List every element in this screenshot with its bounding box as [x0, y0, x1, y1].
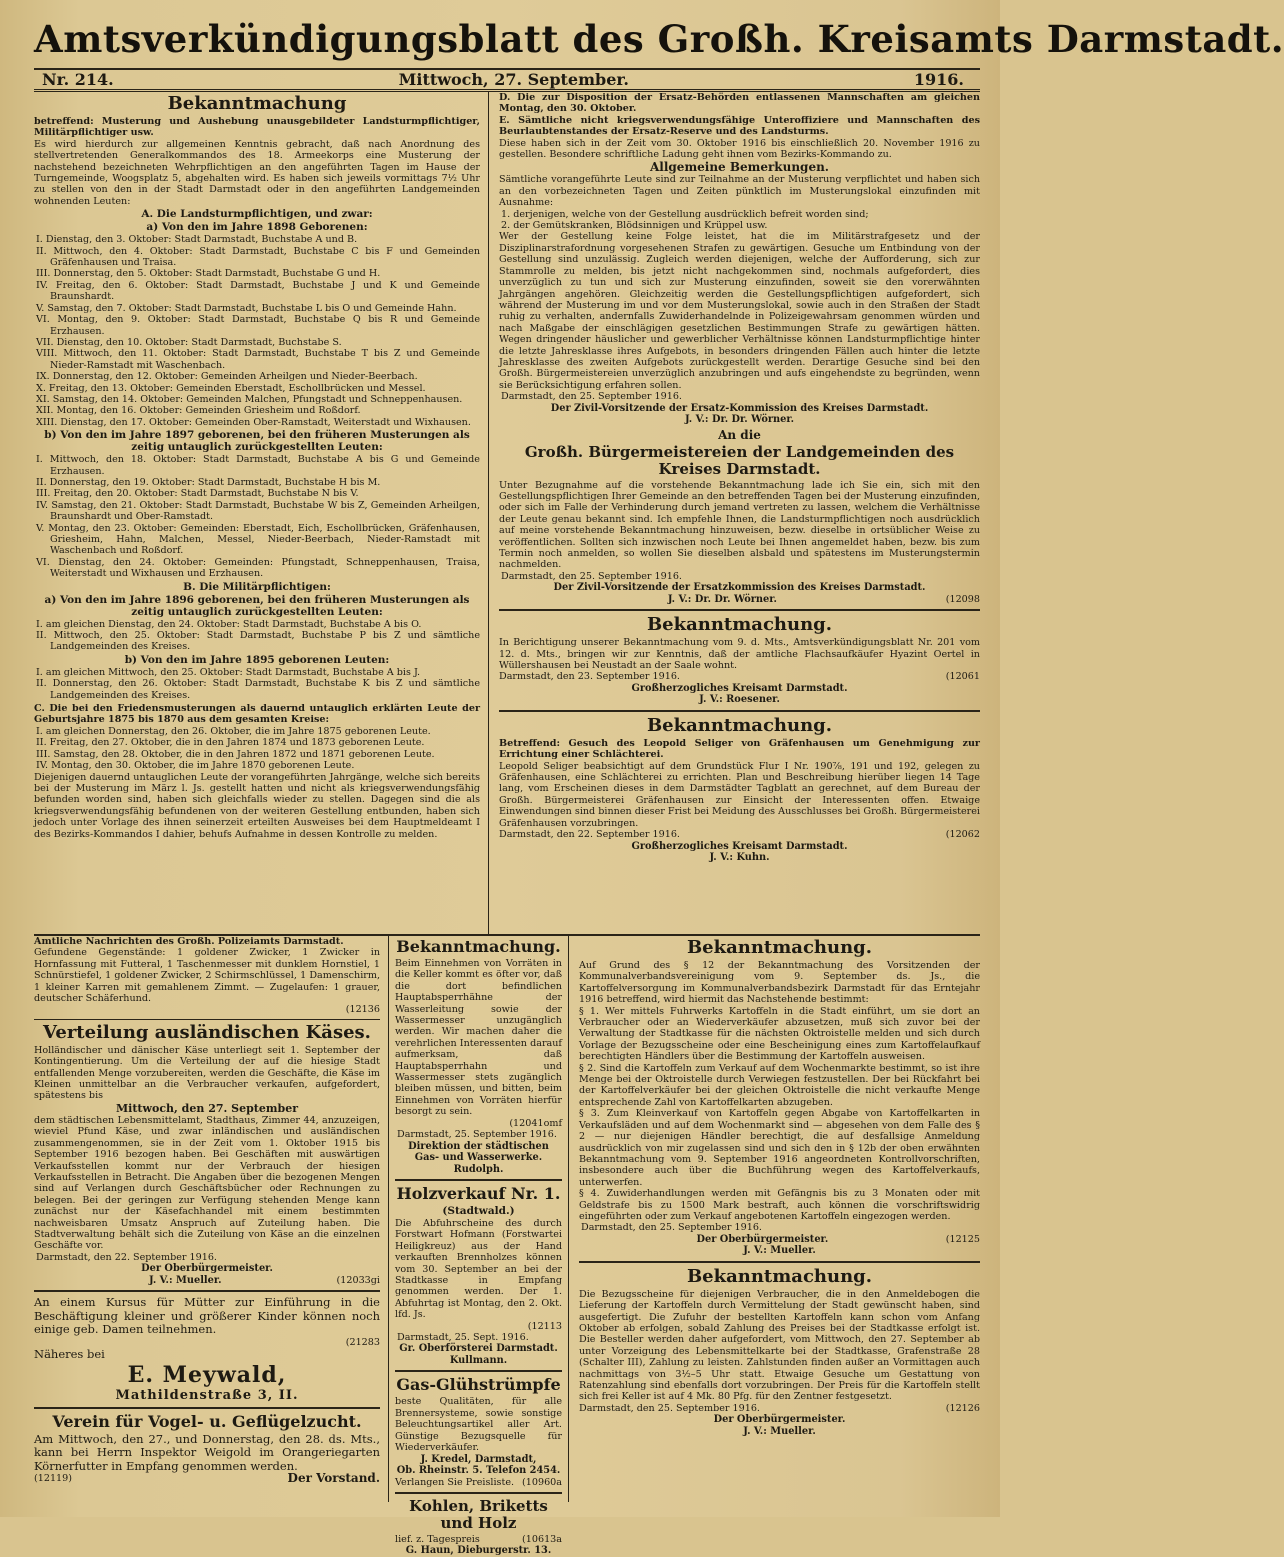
course-address: Mathildenstraße 3, II. — [115, 1387, 299, 1403]
issue-date: Mittwoch, 27. September. — [398, 70, 629, 89]
water-text: Beim Einnehmen von Vorräten in die Keller kommt es öfter vor, daß die dort befindlichen Hauptabsperrhähne der Wasserleitung sowie der Wassermesser unzugänglich werden. Wir machen daher die verehrlichen Interessenten darauf aufmerksam, daß Hauptabsperrhahn und Wassermesser stets zugänglich bleiben müssen, und bitten, beim Einnehmen von Vorräten hierfür besorgt zu sein. — [395, 958, 562, 1118]
coal-text: lief. z. Tagespreis — [395, 1533, 480, 1545]
b2-text: Unter Bezugnahme auf die vorstehende Bekanntmachung lade ich Sie ein, sich mit den Gestellungspflichtigen Ihrer Gemeinde an den betreffenden Tagen bei der Musterung einzufinden, oder sich im Falle der Verhinderung durch jemand vertreten zu lassen, welchem die Verhältnisse der Leute genau bekannt sind. Ich empfehle Ihnen, die Landsturmpflichtigen noch ausdrücklich auf meine vorstehende Bekanntmachung hinzuweisen, bezw. dieselbe in ortsüblicher Weise zu veröffentlichen. Sollten sich inzwischen noch Leute bei Ihnen angemeldet haben, bezw. bis zum Termin noch anmelden, so wollen Sie dieselben alsbald und spätestens im Musterungstermin nachmelden. — [499, 479, 980, 571]
wood-sub: (Stadtwald.) — [442, 1205, 515, 1217]
gas-footer — [395, 1477, 562, 1488]
cheese-text2: dem städtischen Lebensmittelamt, Stadthaus, Zimmer 44, anzuzeigen, wieviel Pfund Käse, und zwar inländischen und ausländischen zusammengenommen, sie in der Zeit vom 1. Oktober 1915 bis September 1916 bezogen haben. Bei Geschäften mit auswärtigen Verkaufsstellen kommt nur der Verbrauch der hiesigen Verkaufsstellen in Betracht. Die Angaben über die bezogenen Mengen sind auf Verlangen durch Geschäftsbücher oder Rechnungen zu belegen. Bei der geringen zur Verfügung stehenden Menge kann zunächst nur der Käsefachhandel mit einem bestimmten nachweisbaren Umsatz Anspruch auf Zuteilung haben. Die Stadtverwaltung behält sich die Zuteilung von Käse an die einzelnen Geschäfte vor. — [34, 1114, 380, 1252]
water-title: Bekanntmachung. — [396, 937, 561, 956]
muster-date-item: I. am gleichen Mittwoch, den 25. Oktober: Stadt Darmstadt, Buchstabe A bis J. — [36, 666, 421, 678]
b3-footer — [499, 671, 980, 682]
course-name: E. Meywald, — [127, 1361, 287, 1388]
muster-date-item: V. Samstag, den 7. Oktober: Stadt Darmstadt, Buchstabe L bis O und Gemeinde Hahn. — [36, 302, 457, 314]
potato2-signer2: J. V.: Mueller. — [743, 1425, 816, 1437]
muster-date-item: III. Donnerstag, den 5. Oktober: Stadt Darmstadt, Buchstabe G und H. — [36, 268, 381, 280]
section-d: D. Die zur Disposition der Ersatz-Behörden entlassenen Mannschaften am gleichen Montag, den 30. Oktober. — [499, 92, 980, 115]
section-e: E. Sämtliche nicht kriegsverwendungsfähige Unteroffiziere und Mannschaften des Beurlaubtenstandes der Ersatz-Reserve und des Landsturms. — [499, 114, 980, 138]
potato2-text: Die Bezugsscheine für diejenigen Verbraucher, die in den Anmeldebogen die Lieferung der Kartoffeln durch Vermittelung der Stadt gewünscht haben, sind ausgefertigt. Die Zufuhr der bestellten Kartoffeln kann schon vom Anfang Oktober ab erfolgen, sobald Zahlung des Preises bei der Stadtkasse erfolgt ist. Die Besteller werden daher aufgefordert, vom Mittwoch, den 27. September ab unter Vorzeigung des Lebensmittelkarte bei der Stadtkasse, Grafenstraße 28 (Schalter III), Zahlung zu leisten. Zahlstunden finden außer an Vormittagen auch nachmittags von 3½–5 Uhr statt. Etwaige Gesuche um Gestattung von Ratenzahlung sind ebenfalls dort vorzubringen. Der Preis für die Kartoffeln stellt sich frei Keller ist auf 4 Mk. 80 Pfg. für den Zentner festgesetzt. — [579, 1288, 980, 1403]
notice-title: Bekanntmachung — [167, 93, 347, 114]
coal-line — [395, 1534, 562, 1545]
notice-closing: Diejenigen dauernd untauglichen Leute der vorangeführten Jahrgänge, welche sich bereits bei der Musterung im März l. Js. gestellt hatten und nicht als kriegsverwendungsfähig befunden worden sind, haben sich gleichfalls wieder zu stellen. Dagegen sind die als kriegsverwendungsfähig befundenen von der weiteren Gestellung entbunden, haben sich jedoch unter Vorlage des ihnen seinerzeit erteilten Ausweises bei dem Hauptmeldeamt I des Bezirks-Kommandos I dahier, behufs Aufnahme in dessen Kontrolle zu melden. — [34, 771, 480, 840]
b4-date: Darmstadt, den 22. September 1916. — [499, 829, 680, 841]
issue-number: Nr. 214. — [42, 70, 114, 89]
section-e-text: Diese haben sich in der Zeit vom 30. Oktober 1916 bis einschließlich 20. November 1916 zu gestellen. Besondere schriftliche Ladung geht ihnen vom Bezirks-Kommando zu. — [499, 137, 980, 161]
wood-date: Darmstadt, 25. Sept. 1916. — [397, 1332, 529, 1344]
cheese-signer: Der Oberbürgermeister. — [141, 1263, 273, 1275]
b1-signer: Der Zivil-Vorsitzende der Ersatz-Kommission des Kreises Darmstadt. — [550, 402, 929, 414]
b4-ref: (12062 — [945, 829, 980, 841]
lower-left-column — [34, 936, 389, 1502]
bird-club-signer: Der Vorstand. — [287, 1471, 380, 1486]
wood-text: Die Abfuhrscheine des durch Forstwart Hofmann (Forstwartei Heiligkreuz) aus der Hand verkauften Brennholzes können vom 30. September an bei der Stadtkasse in Empfang genommen werden. Der 1. Abfuhrtag ist Montag, den 2. Okt. lfd. Js. — [395, 1218, 562, 1321]
wood-ref: (12113 — [527, 1320, 562, 1332]
section-a-b-list — [34, 454, 480, 579]
gas-more: Verlangen Sie Preisliste. — [395, 1476, 515, 1488]
section-c-list — [34, 726, 480, 772]
coal-title: Kohlen, Briketts und Holz — [409, 1496, 548, 1532]
wood-title: Holzverkauf Nr. 1. — [396, 1184, 561, 1203]
potato-signer2: J. V.: Mueller. — [743, 1245, 816, 1257]
gas-mantles-title: Gas-Glühstrümpfe — [396, 1375, 561, 1395]
water-signer2: Rudolph. — [453, 1163, 504, 1175]
muster-date-item: IX. Donnerstag, den 12. Oktober: Gemeinden Arheilgen und Nieder-Beerbach. — [36, 371, 418, 383]
muster-date-item: III. Freitag, den 20. Oktober: Stadt Darmstadt, Buchstabe N bis V. — [36, 488, 359, 500]
muster-date-item: IV. Freitag, den 6. Oktober: Stadt Darmstadt, Buchstabe J und K und Gemeinde Braunshardt. — [36, 279, 480, 303]
potato-footer — [579, 1234, 980, 1246]
section-b-b-list — [34, 667, 480, 701]
b4-signer: Großherzogliches Kreisamt Darmstadt. — [631, 840, 848, 852]
muster-date-item: V. Montag, den 23. Oktober: Gemeinden: Eberstadt, Eich, Eschollbrücken, Gräfenhausen, Griesheim, Hahn, Malchen, Messel, Nieder-Beerbach, Nieder-Ramstadt mit Waschenbach und Roßdorf. — [36, 522, 480, 557]
b3-signer: Großherzogliches Kreisamt Darmstadt. — [631, 682, 848, 694]
bird-club-title: Verein für Vogel- u. Geflügelzucht. — [52, 1411, 362, 1431]
muster-notice — [34, 92, 489, 934]
cheese-signer2: J. V.: Mueller. — [148, 1274, 222, 1286]
muster-date-item: II. Donnerstag, den 19. Oktober: Stadt Darmstadt, Buchstabe H bis M. — [36, 476, 381, 488]
b3-title: Bekanntmachung. — [646, 614, 833, 636]
muster-date-item: II. Freitag, den 27. Oktober, die in den Jahren 1874 und 1873 geborenen Leute. — [36, 737, 425, 749]
section-a-heading: A. Die Landsturmpflichtigen, und zwar: — [141, 208, 373, 221]
section-a-a-heading: a) Von den im Jahre 1898 Geborenen: — [146, 221, 368, 234]
water-ref: (12041omf — [509, 1117, 562, 1129]
police-ref: (12136 — [345, 1004, 380, 1016]
potato-paragraph: § 3. Zum Kleinverkauf von Kartoffeln gegen Abgabe von Kartoffelkarten in Verkaufsläden und auf dem Wochenmarkt sind — abgesehen von dem Falle des § 2 — nur diejenigen Händler berechtigt, die auf desfallsige Anmeldung ausdrücklich von mir zugelassen sind und sich den in § 12b der oben erwähnten Bekanntmachung vom 9. September 1916 angeordneten Kontrollvorschriften, insbesondere auch über die Buchführung wegen des Kartoffelverkaufs, unterwerfen. — [579, 1108, 980, 1188]
cheese-ref: (12033gi — [336, 1274, 380, 1286]
exception-item: 1. derjenigen, welche von der Gestellung ausdrücklich befreit worden sind; — [501, 208, 869, 220]
potato2-title: Bekanntmachung. — [686, 1265, 873, 1287]
lower-section — [34, 936, 980, 1557]
notice-subject: betreffend: Musterung und Aushebung unausgebildeter Landsturmpflichtiger, Militärpflichtiger usw. — [34, 116, 480, 139]
b4-text: Leopold Seliger beabsichtigt auf dem Grundstück Flur I Nr. 190⅞, 191 und 192, gelegen zu Gräfenhausen, eine Schlächterei zu errichten. Plan und Beschreibung hierüber liegen 14 Tage lang, vom Erscheinen dieses in dem Darmstädter Tagblatt an gerechnet, auf dem Bureau der Großh. Bürgermeisterei Gräfenhausen zur Einsicht der Interessenten offen. Etwaige Einwendungen sind binnen dieser Frist bei Meidung des Ausschlusses bei Großh. Bürgermeisterei Gräfenhausen vorzubringen. — [499, 760, 980, 829]
section-a-b-heading: b) Von den im Jahre 1897 geborenen, bei den früheren Musterungen als zeitig untauglich zurückgestellten Leuten: — [44, 429, 470, 454]
water-signer: Direktion der städtischen Gas- und Wasserwerke. — [408, 1140, 549, 1163]
muster-date-item: II. Mittwoch, den 25. Oktober: Stadt Darmstadt, Buchstabe P bis Z und sämtliche Landgemeinden des Kreises. — [36, 630, 480, 653]
cheese-place: Darmstadt, den 22. September 1916. — [36, 1251, 217, 1263]
bird-club-footer — [34, 1473, 380, 1485]
bird-club-text: Am Mittwoch, den 27., und Donnerstag, den 28. ds. Mts., kann bei Herrn Inspektor Weigold im Orangeriegarten Körnerfutter in Empfang genommen werden. — [34, 1431, 380, 1473]
muster-date-item: I. am gleichen Dienstag, den 24. Oktober: Stadt Darmstadt, Buchstabe A bis O. — [36, 618, 422, 630]
gas-firm: J. Kredel, Darmstadt, — [420, 1453, 537, 1465]
course-ref: (21283 — [345, 1336, 380, 1348]
general-remarks-intro: Sämtliche vorangeführte Leute sind zur Teilnahme an der Musterung verpflichtet und haben sich an den vorbezeichneten Tagen und Zeiten pünktlich im Musterungslokal einzufinden mit Ausnahme: — [499, 174, 980, 209]
water-date: Darmstadt, 25. September 1916. — [397, 1129, 557, 1141]
gas-ref: (10960a — [522, 1476, 562, 1488]
b2-date: Darmstadt, den 25. September 1916. — [501, 570, 682, 582]
cheese-title: Verteilung ausländischen Käses. — [43, 1021, 371, 1043]
muster-date-item: I. Mittwoch, den 18. Oktober: Stadt Darmstadt, Buchstabe A bis G und Gemeinde Erzhausen. — [36, 454, 480, 477]
muster-date-item: III. Samstag, den 28. Oktober, die in den Jahren 1872 und 1871 geborenen Leute. — [36, 748, 435, 760]
muster-date-item: II. Mittwoch, den 4. Oktober: Stadt Darmstadt, Buchstabe C bis F und Gemeinden Gräfenhausen und Traisa. — [36, 245, 480, 269]
muster-date-item: VI. Dienstag, den 24. Oktober: Gemeinden: Pfungstadt, Schneppenhausen, Traisa, Weiterstadt und Wixhausen und Erzhausen. — [36, 556, 480, 580]
potato2-footer — [579, 1403, 980, 1414]
potato-signer: Der Oberbürgermeister. — [696, 1233, 829, 1245]
b3-text: In Berichtigung unserer Bekanntmachung vom 9. d. Mts., Amtsverkündigungsblatt Nr. 201 vom 12. d. Mts., bringen wir zur Kenntnis, daß der amtliche Flachsaufkäufer Hyazint Oertel in Wüllershausen bei Neustadt an der Saale wohnt. — [499, 637, 980, 672]
coal-ref: (10613a — [522, 1533, 562, 1545]
muster-date-item: VIII. Mittwoch, den 11. Oktober: Stadt Darmstadt, Buchstabe T bis Z und Gemeinde Nieder-Ramstadt mit Waschenbach. — [36, 348, 480, 371]
b3-ref: (12061 — [945, 671, 980, 683]
lower-middle-column — [389, 936, 569, 1557]
muster-date-item: II. Donnerstag, den 26. Oktober: Stadt Darmstadt, Buchstabe K bis Z und sämtliche Landgemeinden des Kreises. — [36, 678, 480, 701]
muster-date-item: I. am gleichen Donnerstag, den 26. Oktober, die im Jahre 1875 geborenen Leute. — [36, 725, 431, 737]
notice-intro: Es wird hierdurch zur allgemeinen Kenntnis gebracht, daß nach Anordnung des stellvertretenden Generalkommandos des 18. Armeekorps eine Musterung der nachstehend bezeichneten Wehrpflichtigen an den angeführten Tagen im Hause der Turngemeinde, Woogsplatz 5, abgehalten wird. Es haben sich jeweils vormittags 7½ Uhr zu stellen von den in der Stadt Darmstadt oder in den angeführten Landgemeinden wohnenden Leuten: — [34, 138, 480, 207]
muster-date-item: X. Freitag, den 13. Oktober: Gemeinden Eberstadt, Eschollbrücken und Messel. — [36, 382, 426, 394]
wood-signer2: Kullmann. — [449, 1354, 508, 1366]
section-b-b-heading: b) Von den im Jahre 1895 geborenen Leuten: — [124, 653, 390, 666]
muster-date-item: XI. Samstag, den 14. Oktober: Gemeinden Malchen, Pfungstadt und Schneppenhausen. — [36, 393, 463, 405]
section-a-a-list — [34, 234, 480, 428]
section-b-heading: B. Die Militärpflichtigen: — [183, 580, 331, 593]
potato-intro: Auf Grund des § 12 der Bekanntmachung des Vorsitzenden der Kommunalverbandsvereinigung vom 9. September ds. Js., die Kartoffelversorgung im Kommunalverbandsbezirk Darmstadt für das Erntejahr 1916 betreffend, wird hiermit das Nachstehende bestimmt: — [579, 960, 980, 1006]
muster-date-item: XIII. Dienstag, den 17. Oktober: Gemeinden Ober-Ramstadt, Weiterstadt und Wixhausen. — [36, 416, 471, 428]
potato-title: Bekanntmachung. — [686, 937, 873, 958]
course-text: An einem Kursus für Mütter zur Einführung in die Beschäftigung kleiner und größerer Kinder können noch einige geb. Damen teilnehmen. — [34, 1295, 380, 1337]
exceptions-list — [499, 209, 980, 232]
coal-firm: G. Haun, Dieburgerstr. 13. — [405, 1545, 552, 1557]
cheese-text: Holländischer und dänischer Käse unterliegt seit 1. September der Kontingentierung. Um die Verteilung der auf die hiesige Stadt entfallenden Menge vorzubereiten, werden die Geschäfte, die Käse im Kleinen unmittelbar an die Verbraucher verkaufen, aufgefordert, spätestens bis — [34, 1044, 380, 1102]
lower-right-column — [569, 936, 980, 1502]
muster-date-item: IV. Samstag, den 21. Oktober: Stadt Darmstadt, Buchstabe W bis Z, Gemeinden Arheilgen, Braunshardt und Ober-Ramstadt. — [36, 499, 480, 523]
b1-date: Darmstadt, den 25. September 1916. — [501, 391, 682, 403]
cheese-deadline: Mittwoch, den 27. September — [116, 1101, 298, 1115]
dateline — [34, 68, 980, 92]
bird-club-ref: (12119) — [34, 1473, 73, 1485]
gas-mantles-text: beste Qualitäten, für alle Brennersysteme, sowie sonstige Beleuchtungsartikel aller Art. Günstige Bezugsquelle für Wiederverkäufer. — [395, 1396, 562, 1454]
section-b-a-heading: a) Von den im Jahre 1896 geborenen, bei den früheren Musterungen als zeitig untauglich zurückgestellten Leuten: — [44, 593, 470, 618]
b2-signer2: J. V.: Dr. Dr. Wörner. — [667, 593, 777, 605]
b3-date: Darmstadt, den 23. September 1916. — [499, 671, 680, 683]
potato-paragraph: § 2. Sind die Kartoffeln zum Verkauf auf dem Wochenmarkte bestimmt, so ist ihre Menge bei der Oktroistelle durch Verwiegen festzustellen. Der bei Rückfahrt bei der Kartoffelverkäufer bei der gleichen Oktroistelle die nicht verkaufte Menge entsprechende Zahl von Kartoffelkarten abzugeben. — [579, 1062, 980, 1108]
potato2-ref: (12126 — [945, 1402, 980, 1414]
issue-year: 1916. — [913, 70, 964, 89]
muster-date-item: VII. Dienstag, den 10. Oktober: Stadt Darmstadt, Buchstabe S. — [36, 336, 342, 348]
police-text: Gefundene Gegenstände: 1 goldener Zwicker, 1 Zwicker in Hornfassung mit Futteral, 1 Taschenmesser mit dunklem Hornstiel, 1 Schnürstiefel, 1 goldener Zwicker, 2 Schirmschlüssel, 1 Damenschirm, 1 kleiner Karren mit gemahlenem Zimmt. — Zugelaufen: 1 grauer, deutscher Schäferhund. — [34, 947, 380, 1005]
b2-footer — [499, 594, 980, 606]
potato-paragraphs — [579, 1006, 980, 1223]
b2-to: An die — [718, 427, 761, 442]
b2-title: Großh. Bürgermeistereien der Landgemeinden des Kreises Darmstadt. — [524, 442, 955, 478]
right-column — [489, 92, 980, 934]
b4-footer — [499, 829, 980, 840]
potato-paragraph: § 1. Wer mittels Fuhrwerks Kartoffeln in die Stadt einführt, um sie dort an Verbraucher oder an Wiederverkäufer abzusetzen, muß sich zuvor bei der Verwaltung der Stadtkasse für die nächsten Oktroistelle melden und sich durch Vorlage der Bezugsscheine oder eine Bescheinigung eines zum Kartoffelaufkauf berechtigten Händlers über die Bestimmung der Kartoffeln ausweisen. — [579, 1005, 980, 1063]
b4-subject: Betreffend: Gesuch des Leopold Seliger von Gräfenhausen um Genehmigung zur Errichtung einer Schlächterei. — [499, 737, 980, 761]
muster-date-item: XII. Montag, den 16. Oktober: Gemeinden Griesheim und Roßdorf. — [36, 405, 361, 417]
potato-ref: (12125 — [945, 1233, 980, 1245]
section-c-heading: C. Die bei den Friedensmusterungen als dauernd untauglich erklärten Leute der Geburtsjahre 1875 bis 1870 aus dem gesamten Kreise: — [34, 703, 480, 726]
potato-date: Darmstadt, den 25. September 1916. — [581, 1222, 762, 1234]
general-remarks-title: Allgemeine Bemerkungen. — [649, 160, 829, 175]
b1-signer2: J. V.: Dr. Dr. Wörner. — [684, 414, 795, 426]
potato2-date: Darmstadt, den 25. September 1916. — [579, 1402, 760, 1414]
b2-ref: (12098 — [945, 593, 980, 605]
muster-date-item: VI. Montag, den 9. Oktober: Stadt Darmstadt, Buchstabe Q bis R und Gemeinde Erzhausen. — [36, 314, 480, 337]
b4-title: Bekanntmachung. — [646, 714, 833, 736]
b4-signer2: J. V.: Kuhn. — [709, 852, 770, 863]
muster-date-item: I. Dienstag, den 3. Oktober: Stadt Darmstadt, Buchstabe A und B. — [36, 234, 358, 246]
gas-address: Ob. Rheinstr. 5. Telefon 2454. — [396, 1465, 561, 1476]
b2-signer: Der Zivil-Vorsitzende der Ersatzkommission des Kreises Darmstadt. — [553, 582, 926, 594]
cheese-footer — [34, 1275, 380, 1287]
section-b-a-list — [34, 619, 480, 653]
upper-section — [34, 92, 980, 936]
course-more: Näheres bei — [34, 1347, 105, 1362]
masthead-title: Amtsverkündigungsblatt des Großh. Kreisamts Darmstadt. — [34, 17, 1284, 61]
exception-item: 2. der Gemütskranken, Blödsinnigen und Krüppel usw. — [501, 220, 768, 232]
potato2-signer: Der Oberbürgermeister. — [713, 1414, 846, 1426]
general-remarks-text: Wer der Gestellung keine Folge leistet, hat die im Militärstrafgesetz und der Disziplinarstrafordnung vorgesehenen Strafen zu gewärtigen. Gesuche um Entbindung von der Gestellung sind unzulässig. Zugleich werden diejenigen, welche der Aufforderung, sich zur Stammrolle zu melden, bis jetzt nicht nachgekommen sind, nochmals aufgefordert, dies unverzüglich zu tun und sich zur Musterung einzufinden, soweit sie den vorerwähnten Jahrgängen angehören. Gleichzeitig werden die Gestellungspflichtigen aufgefordert, sich während der Musterung im und vor dem Musterungslokal, sowie auch in den Straßen der Stadt ruhig zu verhalten, andernfalls Zuwiderhandelnde in Polizeigewahrsam genommen würden und nach Maßgabe der einschlägigen gesetzlichen Bestimmungen Strafe zu gewärtigen hätten. Wegen dringender häuslicher und gewerblicher Verhältnisse können Landsturmpflichtige hinter die letzte Jahresklasse ihres Aufgebots, in besonders dringenden Fällen auch hinter die letzte Jahresklasse des zweiten Aufgebots zurückgestellt werden. Derartige Gesuche sind bei den Großh. Bürgermeistereien unverzüglich anzubringen und aufs eingehendste zu begründen, wenn sie Berücksichtigung erfahren sollen. — [499, 231, 980, 391]
police-title: Amtliche Nachrichten des Großh. Polizeiamts Darmstadt. — [34, 936, 344, 947]
muster-date-item: IV. Montag, den 30. Oktober, die im Jahre 1870 geborenen Leute. — [36, 760, 355, 772]
wood-signer: Gr. Oberförsterei Darmstadt. — [399, 1343, 558, 1355]
potato-paragraph: § 4. Zuwiderhandlungen werden mit Gefängnis bis zu 3 Monaten oder mit Geldstrafe bis zu 1500 Mark bestraft, auch können die vorschriftswidrig eingeführten oder zum Verkauf angebotenen Kartoffeln eingezogen werden. — [579, 1188, 980, 1222]
b3-signer2: J. V.: Roesener. — [699, 694, 780, 706]
